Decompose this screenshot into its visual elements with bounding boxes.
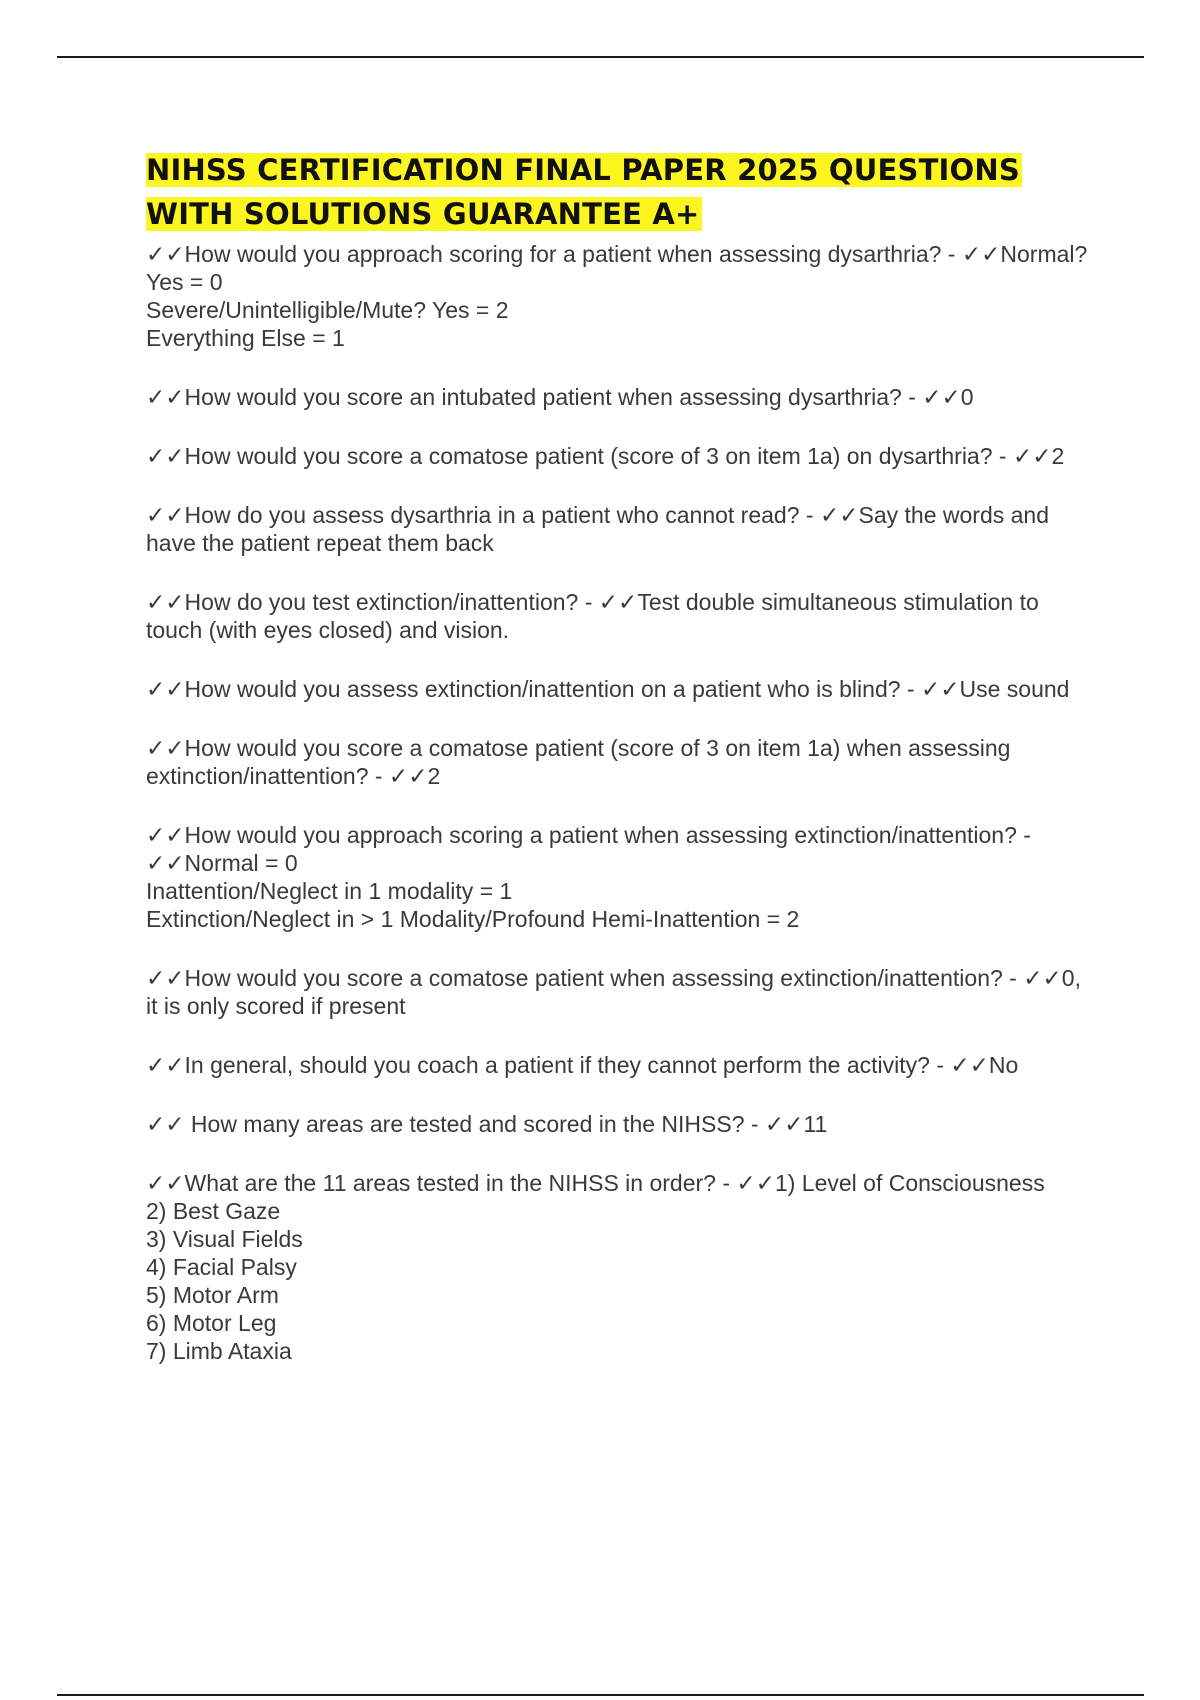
answer-line: Everything Else = 1 <box>146 325 345 351</box>
list-item <box>146 501 1096 557</box>
question-answer-text: ✓✓How do you assess dysarthria in a patient who cannot read? - ✓✓Say the words and have the patient repeat them back <box>146 502 1049 556</box>
question-answer-text: ✓✓How would you assess extinction/inattention on a patient who is blind? - ✓✓Use sound <box>146 676 1070 702</box>
list-item <box>146 588 1096 644</box>
list-item <box>146 383 1096 411</box>
question-answer-text: ✓✓In general, should you coach a patient if they cannot perform the activity? - ✓✓No <box>146 1052 1019 1078</box>
title-highlight: NIHSS CERTIFICATION FINAL PAPER 2025 QUESTIONS WITH SOLUTIONS GUARANTEE A+ <box>146 153 1020 231</box>
list-item <box>146 240 1096 352</box>
answer-line: 7) Limb Ataxia <box>146 1338 292 1364</box>
question-answer-text: ✓✓How would you score a comatose patient (score of 3 on item 1a) on dysarthria? - ✓✓2 <box>146 443 1065 469</box>
list-item <box>146 675 1096 703</box>
list-item <box>146 821 1096 933</box>
document-title <box>146 148 1096 236</box>
question-answer-text: ✓✓How would you score an intubated patient when assessing dysarthria? - ✓✓0 <box>146 384 974 410</box>
answer-line: 4) Facial Palsy <box>146 1254 297 1280</box>
question-list <box>146 240 1096 1365</box>
answer-line: Inattention/Neglect in 1 modality = 1 <box>146 878 513 904</box>
answer-line: 3) Visual Fields <box>146 1226 303 1252</box>
answer-line: 6) Motor Leg <box>146 1310 277 1336</box>
question-answer-text: ✓✓How would you score a comatose patient when assessing extinction/inattention? - ✓✓0, it is only scored if present <box>146 965 1081 1019</box>
top-rule <box>57 56 1144 58</box>
list-item <box>146 964 1096 1020</box>
question-answer-text: ✓✓How would you score a comatose patient (score of 3 on item 1a) when assessing extinction/inattention? - ✓✓2 <box>146 735 1011 789</box>
question-answer-text: ✓✓ How many areas are tested and scored in the NIHSS? - ✓✓11 <box>146 1111 828 1137</box>
answer-line: 2) Best Gaze <box>146 1198 281 1224</box>
answer-line: Extinction/Neglect in > 1 Modality/Profound Hemi-Inattention = 2 <box>146 906 800 932</box>
question-answer-text: ✓✓How would you approach scoring for a patient when assessing dysarthria? - ✓✓Normal? Yes = 0 <box>146 241 1088 295</box>
list-item <box>146 1051 1096 1079</box>
list-item <box>146 734 1096 790</box>
bottom-rule <box>57 1694 1144 1696</box>
list-item <box>146 1169 1096 1365</box>
question-answer-text: ✓✓How do you test extinction/inattention? - ✓✓Test double simultaneous stimulation to touch (with eyes closed) and vision. <box>146 589 1039 643</box>
answer-line: 5) Motor Arm <box>146 1282 279 1308</box>
question-answer-text: ✓✓What are the 11 areas tested in the NIHSS in order? - ✓✓1) Level of Consciousness <box>146 1170 1045 1196</box>
question-answer-text: ✓✓How would you approach scoring a patient when assessing extinction/inattention? - ✓✓Normal = 0 <box>146 822 1031 876</box>
answer-line: Severe/Unintelligible/Mute? Yes = 2 <box>146 297 509 323</box>
list-item <box>146 442 1096 470</box>
document-body <box>146 148 1096 1396</box>
list-item <box>146 1110 1096 1138</box>
